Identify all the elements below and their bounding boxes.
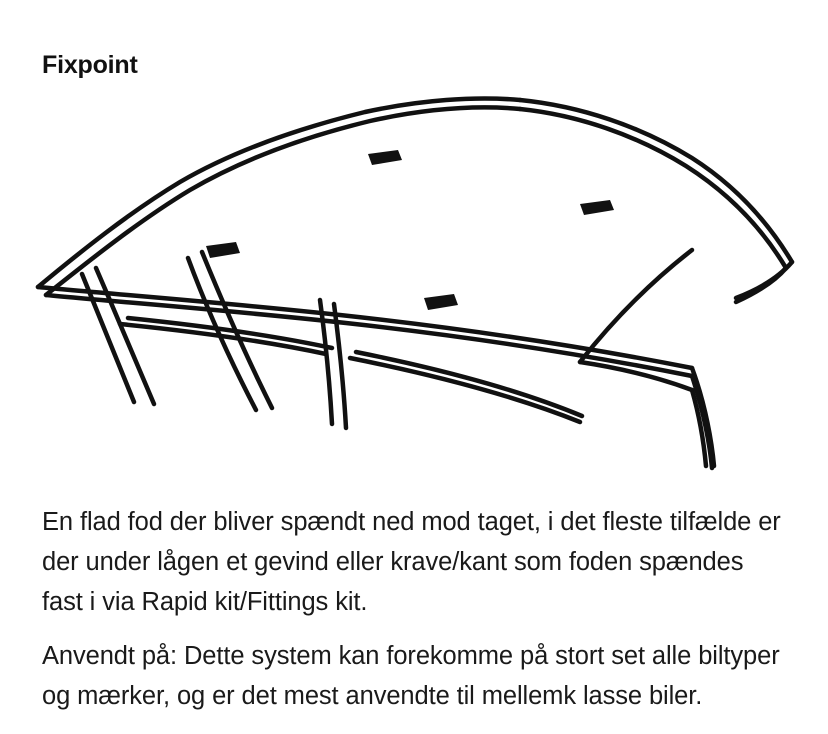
fixpoint-marker bbox=[580, 200, 614, 215]
fixpoint-marker bbox=[206, 242, 240, 258]
page-title: Fixpoint bbox=[42, 50, 138, 79]
fixpoint-marker bbox=[368, 150, 402, 165]
fixpoint-marker bbox=[424, 294, 458, 310]
page-bottom-edge bbox=[0, 728, 828, 734]
car-roof-fixpoint-diagram bbox=[20, 62, 810, 472]
usage-paragraph: Anvendt på: Dette system kan forekomme på stort set alle biltyper og mærker, og er det mest anvendte til mellemk lasse biler. bbox=[42, 641, 780, 710]
description-paragraph: En flad fod der bliver spændt ned mod taget, i det fleste tilfælde er der under lågen et gevind eller krave/kant som foden spændes fast i via Rapid kit/Fittings kit. bbox=[42, 507, 781, 616]
